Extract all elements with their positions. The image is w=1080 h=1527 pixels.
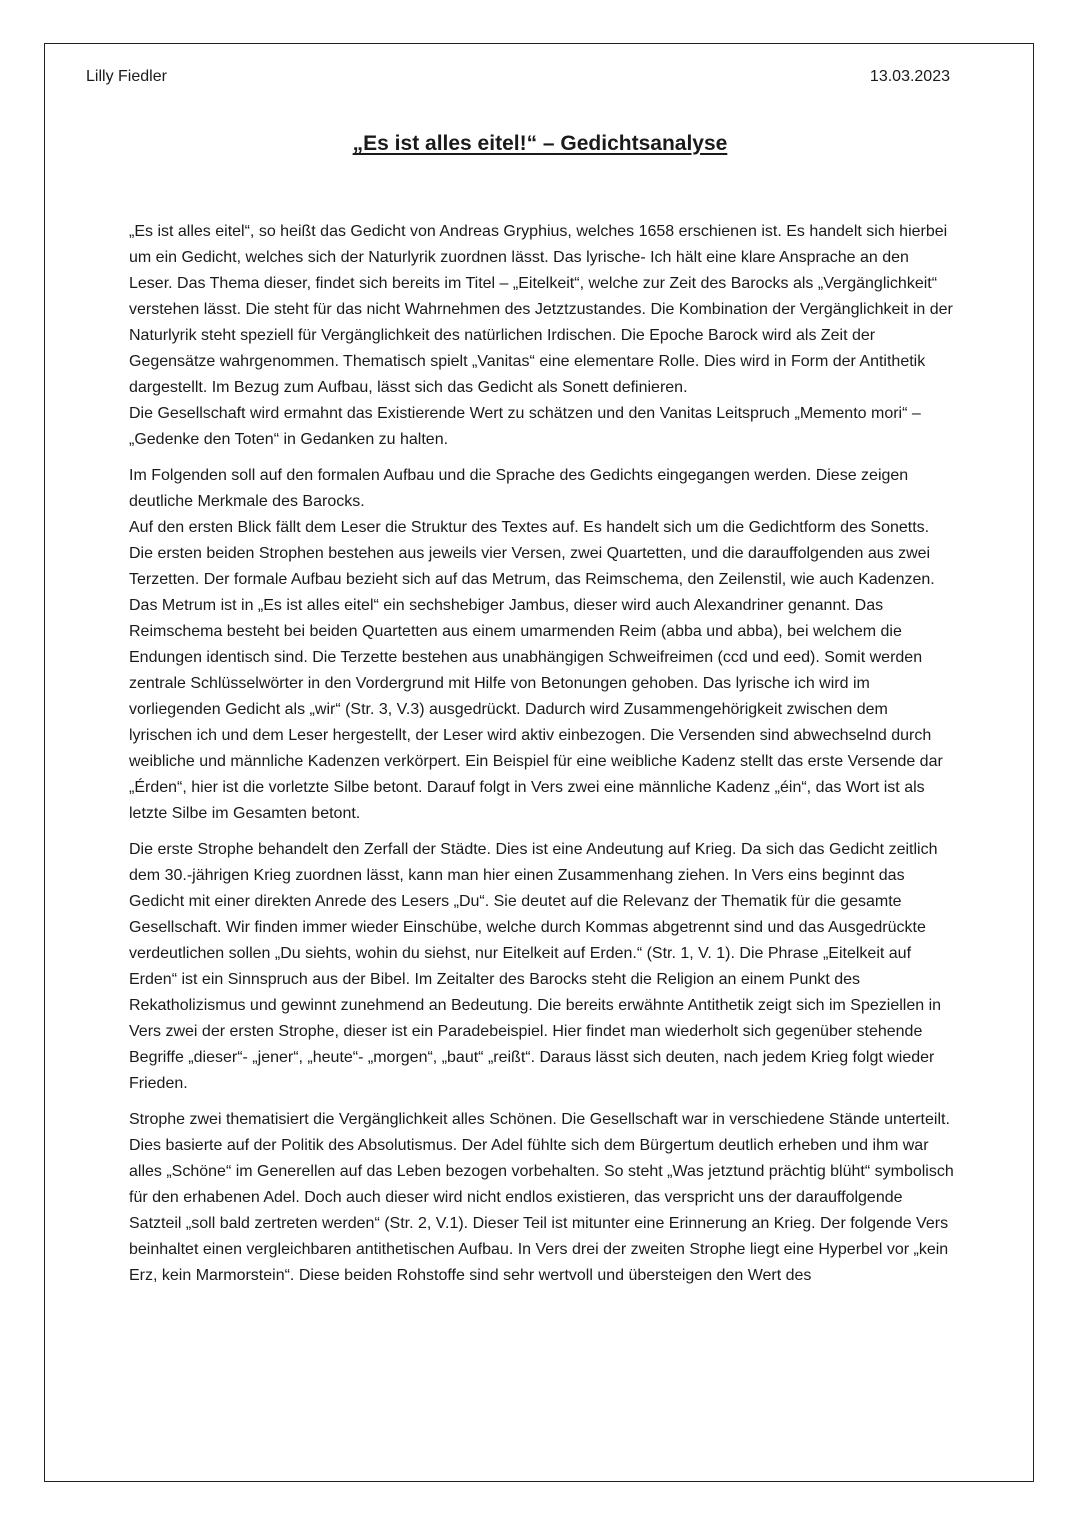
paragraph-intro: „Es ist alles eitel“, so heißt das Gedicht von Andreas Gryphius, welches 1658 erschienen ist. Es handelt sich hierbei um ein Gedicht, welches sich der Naturlyrik zuordnen lässt. Das lyrische- Ich hält eine klare Ansprache an den Leser. Das Thema dieser, findet sich bereits im Titel – „Eitelkeit“, welche zur Zeit des Barocks als „Vergänglichkeit“ verstehen lässt. Die steht für das nicht Wahrnehmen des Jetztzustandes. Die Kombination der Vergänglichkeit in der Naturlyrik steht speziell für Vergänglichkeit des natürlichen Irdischen. Die Epoche Barock wird als Zeit der Gegensätze wahrgenommen. Thematisch spielt „Vanitas“ eine elementare Rolle. Dies wird in Form der Antithetik dargestellt. Im Bezug zum Aufbau, lässt sich das Gedicht als Sonett definieren. — [129, 223, 953, 396]
page-header — [86, 66, 950, 90]
author-name: Lilly Fiedler — [86, 68, 167, 85]
paragraph-stanza-two: Strophe zwei thematisiert die Vergänglichkeit alles Schönen. Die Gesellschaft war in verschiedene Stände unterteilt. Dies basierte auf der Politik des Absolutismus. Der Adel fühlte sich dem Bürgertum deutlich erheben und ihm war alles „Schöne“ im Generellen auf das Leben bezogen vorbehalten. So steht „Was jetztund prächtig blüht“ symbolisch für den erhabenen Adel. Doch auch dieser wird nicht endlos existieren, das verspricht uns der darauffolgende Satzteil „soll bald zertreten werden“ (Str. 2, V.1). Dieser Teil ist mitunter eine Erinnerung an Krieg. Der folgende Vers beinhaltet einen vergleichbaren antithetischen Aufbau. In Vers drei der zweiten Strophe liegt eine Hyperbel vor „kein Erz, kein Marmorstein“. Diese beiden Rohstoffe sind sehr wertvoll und übersteigen den Wert des — [129, 1111, 954, 1284]
document-title: „Es ist alles eitel!“ – Gedichtsanalyse — [352, 132, 728, 155]
document-date: 13.03.2023 — [869, 68, 950, 85]
paragraph-stanza-one: Die erste Strophe behandelt den Zerfall der Städte. Dies ist eine Andeutung auf Krieg. Da sich das Gedicht zeitlich dem 30.-jährigen Krieg zuordnen lässt, kann man hier einen Zusammenhang ziehen. In Vers eins beginnt das Gedicht mit einer direkten Anrede des Lesers „Du“. Sie deutet auf die Relevanz der Thematik für die gesamte Gesellschaft. Wir finden immer wieder Einschübe, welche durch Kommas abgetrennt sind und das Ausgedrückte verdeutlichen sollen „Du siehts, wohin du siehst, nur Eitelkeit auf Erden.“ (Str. 1, V. 1). Die Phrase „Eitelkeit auf Erden“ ist ein Sinnspruch aus der Bibel. Im Zeitalter des Barocks steht die Religion an einem Punkt des Rekatholizismus und gewinnt zunehmend an Bedeutung. Die bereits erwähnte Antithetik zeigt sich im Speziellen in Vers zwei der ersten Strophe, dieser ist ein Paradebeispiel. Hier findet man wiederholt sich gegenüber stehende Begriffe „dieser“- „jener“, „heute“- „morgen“, „baut“ „reißt“. Daraus lässt sich deuten, nach jedem Krieg folgt wieder Frieden. — [129, 841, 942, 1092]
paragraph-formal-structure: Auf den ersten Blick fällt dem Leser die Struktur des Textes auf. Es handelt sich um die Gedichtform des Sonetts. Die ersten beiden Strophen bestehen aus jeweils vier Versen, zwei Quartetten, und die darauffolgenden aus zwei Terzetten. Der formale Aufbau bezieht sich auf das Metrum, das Reimschema, den Zeilenstil, wie auch Kadenzen. Das Metrum ist in „Es ist alles eitel“ ein sechshebiger Jambus, dieser wird auch Alexandriner genannt. Das Reimschema besteht bei beiden Quartetten aus einem umarmenden Reim (abba und abba), bei welchem die Endungen identisch sind. Die Terzette bestehen aus unabhängigen Schweifreimen (ccd und eed). Somit werden zentrale Schlüsselwörter in den Vordergrund mit Hilfe von Betonungen gehoben. Das lyrische ich wird im vorliegenden Gedicht als „wir“ (Str. 3, V.3) ausgedrückt. Dadurch wird Zusammengehörigkeit zwischen dem lyrischen ich und dem Leser hergestellt, der Leser wird aktiv einbezogen. Die Versenden sind abwechselnd durch weibliche und männliche Kadenzen verkörpert. Ein Beispiel für eine weibliche Kadenz stellt das erste Versende dar „Érden“, hier ist die vorletzte Silbe betont. Darauf folgt in Vers zwei eine männliche Kadenz „éin“, das Wort ist als letzte Silbe im Gesamten betont. — [129, 519, 943, 822]
paragraph-formal-intro: Im Folgenden soll auf den formalen Aufbau und die Sprache des Gedichts eingegangen werden. Diese zeigen deutliche Merkmale des Barocks. — [129, 467, 909, 510]
document-body — [129, 219, 954, 1289]
paragraph-intro-continued: Die Gesellschaft wird ermahnt das Existierende Wert zu schätzen und den Vanitas Leitspruch „Memento mori“ – „Gedenke den Toten“ in Gedanken zu halten. — [129, 405, 921, 448]
